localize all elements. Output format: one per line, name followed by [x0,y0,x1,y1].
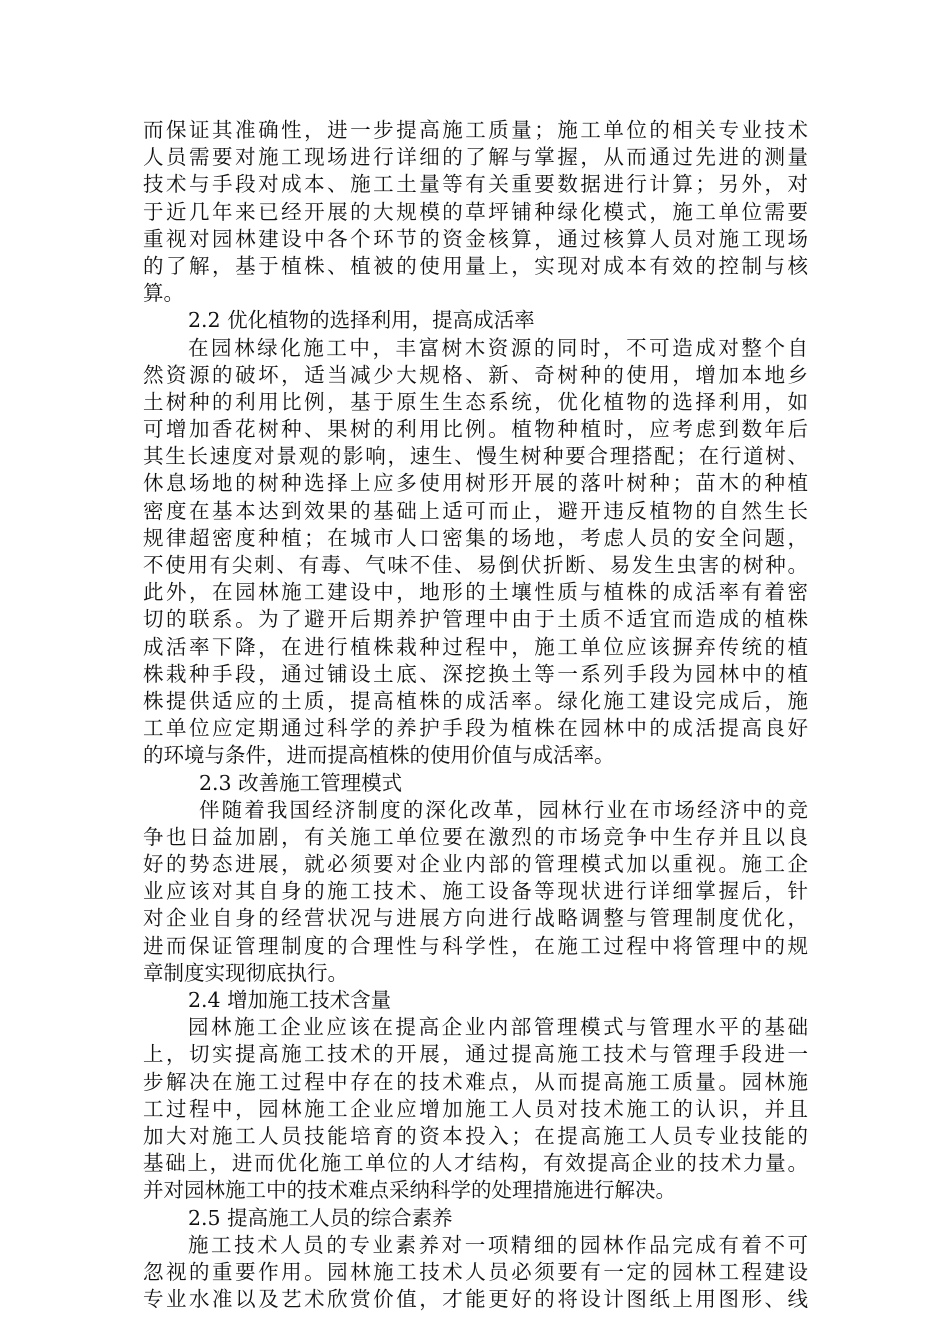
text-line: 可增加香花树种、果树的利用比例。植物种植时，应考虑到数年后 [143,417,808,442]
text-line: 重视对园林建设中各个环节的资金核算，通过核算人员对施工现场 [143,226,808,251]
paragraph-section-2-2 [143,335,808,770]
text-line: 其生长速度对景观的影响，速生、慢生树种要合理搭配；在行道树、 [143,444,808,469]
text-line: 密度在基本达到效果的基础上适可而止，避开违反植物的自然生长 [143,498,808,523]
document-page [143,117,808,1313]
text-line: 对企业自身的经营状况与进展方向进行战略调整与管理制度优化， [143,906,808,931]
text-line: 在园林绿化施工中，丰富树木资源的同时，不可造成对整个自 [188,335,808,360]
text-line: 人员需要对施工现场进行详细的了解与掌握，从而通过先进的测量 [143,145,808,170]
section-heading-2-2: 2.2 优化植物的选择利用，提高成活率 [188,308,535,333]
text-line: 切的联系。为了避开后期养护管理中由于土质不适宜而造成的植株 [143,607,808,632]
text-line: 工过程中，园林施工企业应增加施工人员对技术施工的认识，并且 [143,1096,808,1121]
text-line: 休息场地的树种选择上应多使用树形开展的落叶树种；苗木的种植 [143,471,808,496]
text-line: 株栽种手段，通过铺设土底、深挖换土等一系列手段为园林中的植 [143,661,808,686]
text-line: 施工技术人员的专业素养对一项精细的园林作品完成有着不可 [188,1232,808,1257]
text-line: 进而保证管理制度的合理性与科学性，在施工过程中将管理中的规 [143,933,808,958]
paragraph-section-2-5 [143,1232,808,1314]
text-line: 争也日益加剧，有关施工单位要在激烈的市场竞争中生存并且以良 [143,824,808,849]
section-heading-2-3: 2.3 改善施工管理模式 [199,770,403,795]
text-line: 然资源的破坏，适当减少大规格、新、奇树种的使用，增加本地乡 [143,362,808,387]
text-line: 规律超密度种植；在城市人口密集的场地，考虑人员的安全问题， [143,525,808,550]
text-line: 好的势态进展，就必须要对企业内部的管理模式加以重视。施工企 [143,852,808,877]
text-line: 上，切实提高施工技术的开展，通过提高施工技术与管理手段进一 [143,1042,808,1067]
text-line: 于近几年来已经开展的大规模的草坪铺种绿化模式，施工单位需要 [143,199,808,224]
text-line: 基础上，进而优化施工单位的人才结构，有效提高企业的技术力量。 [143,1151,808,1176]
text-line: 而保证其准确性，进一步提高施工质量；施工单位的相关专业技术 [143,118,808,142]
text-line: 不使用有尖刺、有毒、气味不佳、易倒伏折断、易发生虫害的树种。 [143,553,808,577]
text-line: 伴随着我国经济制度的深化改革，园林行业在市场经济中的竞 [199,797,808,822]
text-line: 的了解，基于植株、植被的使用量上，实现对成本有效的控制与核 [143,253,808,278]
text-line: 忽视的重要作用。园林施工技术人员必须要有一定的园林工程建设 [143,1259,808,1284]
text-line: 步解决在施工过程中存在的技术难点，从而提高施工质量。园林施 [143,1069,808,1094]
text-line: 章制度实现彻底执行。 [143,960,348,985]
paragraph-section-2-3 [143,797,808,987]
text-line: 园林施工企业应该在提高企业内部管理模式与管理水平的基础 [188,1015,808,1040]
text-line: 工单位应定期通过科学的养护手段为植株在园林中的成活提高良好 [143,716,808,741]
paragraph-section-2-4 [143,1014,808,1204]
text-line: 的环境与条件，进而提高植株的使用价值与成活率。 [143,743,615,768]
text-line: 土树种的利用比例，基于原生生态系统，优化植物的选择利用，如 [143,389,808,414]
text-line: 加大对施工人员技能培育的资本投入；在提高施工人员专业技能的 [143,1123,808,1148]
text-line: 技术与手段对成本、施工土量等有关重要数据进行计算；另外，对 [143,172,808,197]
text-line: 成活率下降，在进行植株栽种过程中，施工单位应该摒弃传统的植 [143,634,808,659]
text-line: 专业水准以及艺术欣赏价值，才能更好的将设计图纸上用图形、线 [143,1287,808,1312]
text-line: 株提供适应的土质，提高植株的成活率。绿化施工建设完成后，施 [143,688,808,713]
text-line: 并对园林施工中的技术难点采纳科学的处理措施进行解决。 [143,1178,676,1203]
text-line: 算。 [143,281,184,306]
section-heading-2-5: 2.5 提高施工人员的综合素养 [188,1205,453,1230]
text-line: 业应该对其自身的施工技术、施工设备等现状进行详细掌握后，针 [143,879,808,904]
paragraph-continuation [143,117,808,307]
section-heading-2-4: 2.4 增加施工技术含量 [188,988,392,1012]
text-line: 此外，在园林施工建设中，地形的土壤性质与植株的成活率有着密 [143,580,808,605]
